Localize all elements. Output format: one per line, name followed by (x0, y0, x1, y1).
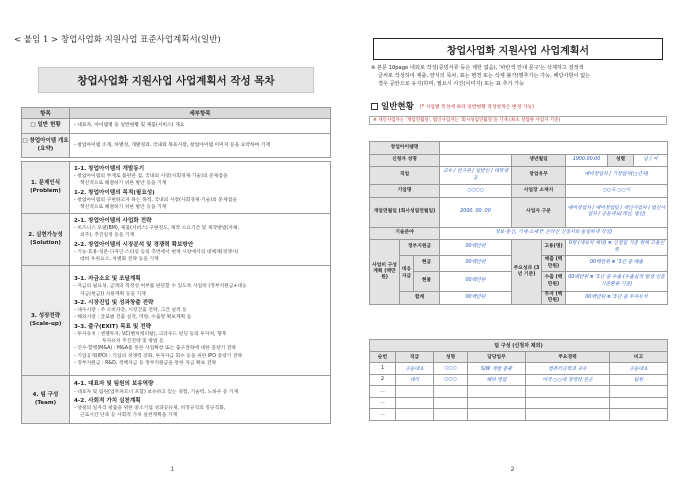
company-label: 기업명 (370, 185, 440, 198)
biz-kind-label: 사업자 구분 (512, 197, 566, 227)
team-cell[interactable] (610, 386, 668, 398)
team-cell[interactable] (434, 386, 468, 398)
company-field[interactable]: ○○○○ (440, 185, 512, 198)
section-num: 4. 팀 구성 (32, 392, 59, 399)
tech-label: 기술분야 (370, 227, 440, 240)
subsection-heading: 4-2. 사회적 가치 실천계획 (74, 397, 141, 404)
toc-section-category (22, 214, 70, 266)
toc-category: □ 일반 현황 (22, 119, 70, 134)
toc-title: 창업사업화 지원사업 사업계획서 작성 목차 (38, 67, 314, 93)
general-status-heading (371, 100, 534, 112)
goal-label: 주요성과 (3년 기준) (512, 240, 542, 305)
page-number: 2 (510, 466, 515, 473)
cash-field[interactable]: 00백만원 (440, 256, 512, 272)
gender-label: 성별 (608, 154, 634, 167)
tech-field[interactable]: 정보·통신, 기계·소재 (* 온라인 신청서와 동일하게 작성) (440, 227, 668, 240)
subsection-body: - 비즈니스 모델(BM), 제품(서비스) 구현정도, 제작 소요기간 및 제작방법(자체, (74, 226, 240, 232)
budget-label: 사업비 구성계획 (백만원) (370, 240, 400, 305)
hire-field[interactable]: 0명 (대표자 제외) ※ 신청일 기준 현재 고용인원 (566, 240, 668, 256)
team-cell[interactable] (468, 386, 526, 398)
birth-label: 생년월일 (512, 154, 566, 167)
item-name-label: 창업아이템명 (370, 142, 440, 155)
applicant-field[interactable] (440, 154, 512, 167)
gov-label: 정부지원금 (400, 240, 440, 256)
writing-note (371, 64, 666, 88)
team-cell[interactable] (434, 409, 468, 421)
item-name-field[interactable] (440, 142, 668, 155)
toc-section-category (22, 376, 70, 424)
sales-field[interactable]: 00백만원 ※ '3년 중 매출 (566, 256, 668, 272)
hire-label: 고용(명) (542, 240, 566, 256)
team-cell[interactable]: ... (370, 386, 396, 398)
team-cell[interactable]: ... (370, 409, 396, 421)
note-line: 글씨로 작성하여 제출, 양식의 목차, 표는 변경 또는 삭제 불가(행추가는 가능, 해당사항이 없는 (378, 73, 591, 80)
toc-section-desc (70, 376, 331, 424)
subsection-heading: 2-2. 창업아이템의 시장분석 및 경쟁력 확보방안 (74, 241, 194, 248)
team-cell[interactable] (526, 386, 610, 398)
export-label: 수출 (백만원) (542, 272, 566, 292)
section-en: (Solution) (30, 239, 61, 246)
team-cell[interactable] (396, 397, 434, 409)
export-field[interactable]: 00백만원 ※ '3년 중 수출 (수출실적 발생 인증 기준환율 기준) (566, 272, 668, 292)
applicant-label: 신청자 성명 (370, 154, 440, 167)
team-header: 직급 (396, 351, 434, 363)
section-num: 1. 문제인식 (30, 180, 61, 187)
table-row (370, 386, 668, 398)
toc-section-row (22, 162, 331, 214)
toc-section-desc (70, 214, 331, 266)
subsection-body: - 기업공개(IPO) : 기업의 경쟁력 강화, 투자자금 회수 등을 위한 IPO 중장기 전략 (74, 353, 243, 359)
total-field[interactable]: 00백만원 (440, 292, 512, 305)
table-row (370, 363, 668, 375)
job-field[interactable]: 교수 / 연구원 / 일반인 / 대학생 등 (440, 167, 512, 185)
subsection-body: - 양질의 일자리 창출을 위한 중소기업 성과공유제, 비정규직의 정규직화, (74, 406, 226, 412)
kind-field[interactable]: 00백만원 (440, 272, 512, 292)
subsection-body: 투자유치 추진전략 및 방법 등 (102, 339, 164, 345)
section-en: (Team) (34, 399, 57, 406)
biz-type-label: 창업유무 (512, 167, 566, 185)
subsection-body: - 투자유치 : 엔젤투자, VC(벤처캐피탈), 크라우드 펀딩 등의 투자처, 향후 (74, 331, 227, 337)
subsection-body: - 정부지원금 : R&D, 정책자금 등 정부지원금을 통한 자금 확보 전략 (74, 360, 217, 366)
total-label: 합계 (400, 292, 440, 305)
team-cell[interactable]: 대리 (396, 374, 434, 386)
subsection-heading: 3-3. 출구(EXIT) 목표 및 전략 (74, 323, 151, 330)
team-cell[interactable]: 2 (370, 374, 396, 386)
subsection-body: 외주), 추진일정 등을 기재 (80, 233, 135, 239)
section-num: 3. 성장전략 (30, 313, 61, 320)
invest-label: 투자 (백만원) (542, 292, 566, 305)
team-cell[interactable]: ... (370, 397, 396, 409)
toc-section-category (22, 266, 70, 376)
toc-description: - 창업아이템 소개, 차별성, 개발경과, 국내외 목표시장, 창업아이템 이미지 등을 요약하여 기재 (70, 134, 331, 158)
subsection-body: - 해외시장 : 글로벌 진출 실적, 역량, 수출망 확보계획 등 (74, 315, 192, 321)
team-header-row (370, 351, 668, 363)
location-label: 사업장 소재지 (512, 185, 566, 198)
note-line: ※ 본문 10page 내외로 작성(증빙서류 등은 제한 없음), '파란색 안내 문구'는 삭제하고 검정색 (371, 65, 584, 71)
team-cell[interactable] (610, 409, 668, 421)
toc-section-row (22, 376, 331, 424)
team-cell[interactable] (396, 409, 434, 421)
biz-type-field[interactable]: 예비창업자 / 기창업자(□년차) (566, 167, 668, 185)
team-cell[interactable]: ○○○ (434, 374, 468, 386)
page-2 (345, 0, 680, 481)
team-cell[interactable]: 1 (370, 363, 396, 375)
cash-label: 현금 (414, 256, 440, 272)
toc-section-category (22, 162, 70, 214)
col-detail-header: 세부항목 (70, 108, 331, 119)
toc-summary-row (22, 119, 331, 134)
section-num: 2. 실현가능성 (28, 232, 63, 239)
team-cell[interactable]: 미국 ○○대 경영학 전공 (526, 374, 610, 386)
team-cell[interactable] (468, 397, 526, 409)
subsection-body: - 자금의 필요성, 금액의 적정성 여부를 판단할 수 있도록 사업비 (정부지원금+대응 (74, 284, 247, 290)
annex-label: < 붙임 1 > 창업사업화 지원사업 표준사업계획서(일반) (14, 35, 221, 45)
subsection-body: - 창업아이템의 구현하고자 하는 목적, 국내외 시장(사회경제·기술)의 문제점을 (74, 197, 237, 203)
section-en: (Problem) (30, 187, 61, 194)
gender-field[interactable]: 남 / 여 (634, 154, 668, 167)
subsection-body: - 내수시장 : 주 소비자층, 시장진출 전략, 그간 실적 등 (74, 308, 187, 314)
page-number: 1 (170, 466, 175, 473)
subsection-body: - 인수·합병(M&A) : M&A를 통한 사업확장 또는 출구전략에 대한 중장기 전략 (74, 346, 237, 352)
team-header: 비고 (610, 351, 668, 363)
team-cell[interactable] (526, 409, 610, 421)
toc-section-row (22, 266, 331, 376)
subsection-body: 근로시간 단축 등 사회적 가치 실천계획을 기재 (80, 413, 178, 419)
team-cell[interactable]: 공동대표 (610, 363, 668, 375)
toc-category: □ 창업아이템 개요(요약) (22, 134, 70, 158)
match-label: 대응자금 (400, 256, 414, 292)
subsection-body: 자금(현금)) 사용계획 등을 기재 (80, 291, 146, 297)
team-cell[interactable]: ○○○ (434, 363, 468, 375)
table-row (370, 374, 668, 386)
team-cell[interactable] (468, 409, 526, 421)
checkbox-square-icon (371, 103, 378, 110)
subsection-heading: 1-2. 창업아이템의 목적(필요성) (74, 189, 155, 196)
toc-section-row (22, 214, 331, 266)
team-header: 성명 (434, 351, 468, 363)
toc-section-desc (70, 266, 331, 376)
team-cell[interactable]: 컴퓨터공학과 교수 (526, 363, 610, 375)
open-date-label: 개업연월일 (회사성립연월일) (370, 197, 440, 227)
table-row (370, 397, 668, 409)
team-cell[interactable] (434, 397, 468, 409)
toc-table (21, 107, 331, 424)
open-date-field[interactable]: 2000. 00. 00 (440, 197, 512, 227)
subsection-heading: 2-1. 창업아이템의 사업화 전략 (74, 217, 152, 224)
team-cell[interactable]: 해외 영업 (468, 374, 526, 386)
open-date-notice: ※ 개인사업자는 '개업연월일', 법인사업자는 '회사성립연월일'을 기재 (최초 설립한 사업자 기준) (369, 116, 667, 125)
toc-section-desc (70, 162, 331, 214)
sales-label: 매출 (백만원) (542, 256, 566, 272)
subsection-body: - 기능·효용·성분·디자인·스타일 등의 측면에서 현재 시장에서의 대체재(경쟁사) (74, 249, 239, 255)
subsection-heading: 3-2. 시장진입 및 성과창출 전략 (74, 299, 154, 306)
team-caption: 팀 구성 (신청자 제외) (370, 340, 668, 352)
plan-title: 창업사업화 지원사업 사업계획서 (373, 38, 663, 60)
team-cell[interactable] (526, 397, 610, 409)
gov-field[interactable]: 00백만원 (440, 240, 512, 256)
invest-field[interactable]: 00백만원 ※ '3년 중 투자유치 (566, 292, 668, 305)
general-status-form (369, 141, 668, 305)
team-cell[interactable]: 공동대표 (396, 363, 434, 375)
subsection-body: 대비 우위요소, 차별화 전략 등을 기재 (80, 257, 159, 263)
kind-label: 현물 (414, 272, 440, 292)
subsection-body: - 창업아이템의 부재로 불편한 점, 국내외 시장(사회경제·기술)의 문제점을 (74, 174, 228, 180)
section-en: (Scale-up) (29, 320, 62, 327)
toc-summary-row (22, 134, 331, 158)
team-header: 담당업무 (468, 351, 526, 363)
birth-field[interactable]: 1900.00.00 (566, 154, 608, 167)
subsection-heading: 1-1. 창업아이템의 개발동기 (74, 165, 145, 172)
table-row (370, 409, 668, 421)
team-header: 순번 (370, 351, 396, 363)
subsection-body: - 대표자 및 팀원(업무파트너 포함) 보유하고 있는 경험, 기술력, 노하우 등 기재 (74, 389, 239, 395)
team-cell[interactable] (396, 386, 434, 398)
team-header: 주요경력 (526, 351, 610, 363)
general-status-sub: (* 사업별 특성에 따라 일반현황 작성항목은 변경 가능) (419, 104, 534, 110)
col-item-header: 항목 (22, 108, 70, 119)
general-status-title: 일반현황 (381, 102, 414, 112)
subsection-heading: 3-1. 자금소요 및 조달계획 (74, 276, 141, 283)
team-table (369, 339, 668, 421)
subsection-body: 혁신적으로 해결하기 위한 방안 등을 기재 (80, 205, 167, 211)
team-cell[interactable]: 팀원 (610, 374, 668, 386)
note-line: 경우 공란으로 유지)하며, 필요시 사진(이미지) 또는 표 추가 가능 (378, 81, 525, 88)
subsection-body: 혁신적으로 해결하기 위한 방안 등을 기재 (80, 181, 167, 187)
toc-header-row (22, 108, 331, 119)
job-label: 직업 (370, 167, 440, 185)
team-cell[interactable]: S/W 개발 총괄 (468, 363, 526, 375)
subsection-heading: 4-1. 대표자 및 팀원의 보유역량 (74, 381, 154, 388)
toc-description: - 대표자, 아이템명 등 일반현황 및 제품(서비스) 개요 (70, 119, 331, 134)
team-cell[interactable] (610, 397, 668, 409)
biz-kind-field[interactable]: 예비창업자 / 예비창업팀 / 개인사업자 / 법인사업자 / 공동대표(개인, 법인) (566, 197, 668, 227)
location-field[interactable]: ○○도 ○○시 (566, 185, 668, 198)
